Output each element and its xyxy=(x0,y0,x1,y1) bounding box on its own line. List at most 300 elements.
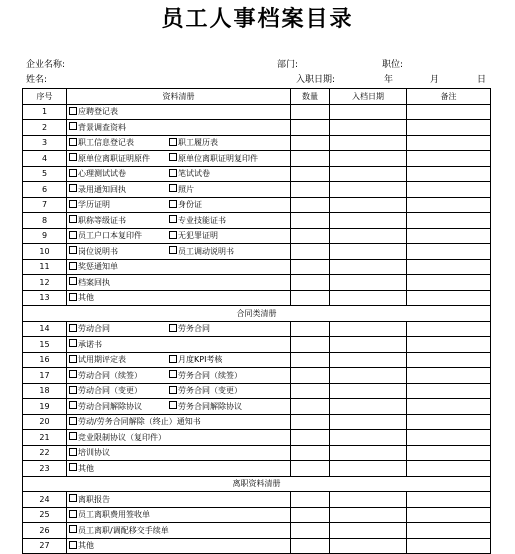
checklist-item-label: 劳务合同（续签） xyxy=(178,370,242,380)
checkbox[interactable] xyxy=(69,324,77,332)
quantity-cell[interactable] xyxy=(291,182,330,198)
materials-cell xyxy=(67,197,291,213)
quantity-cell[interactable] xyxy=(291,290,330,306)
materials-cell xyxy=(67,321,291,337)
table-row xyxy=(23,321,491,337)
checkbox[interactable] xyxy=(169,138,177,146)
row-number: 4 xyxy=(23,151,67,167)
table-row xyxy=(23,492,491,508)
checkbox[interactable] xyxy=(69,355,77,363)
checklist-item xyxy=(69,494,110,505)
remarks-cell[interactable] xyxy=(407,197,491,213)
checkbox[interactable] xyxy=(169,246,177,254)
checklist-item-label: 劳务合同 xyxy=(178,324,210,334)
archive-date-cell[interactable] xyxy=(330,151,407,167)
checklist-item-label: 竞业限制协议（复印件） xyxy=(78,432,166,442)
materials-cell xyxy=(67,414,291,430)
checkbox[interactable] xyxy=(69,370,77,378)
checklist-item-label: 录用通知回执 xyxy=(78,184,126,194)
remarks-cell[interactable] xyxy=(407,430,491,446)
remarks-cell[interactable] xyxy=(407,166,491,182)
materials-cell xyxy=(67,352,291,368)
checkbox[interactable] xyxy=(69,494,77,502)
table-row xyxy=(23,383,491,399)
checkbox[interactable] xyxy=(69,246,77,254)
quantity-cell[interactable] xyxy=(291,352,330,368)
checklist-item xyxy=(69,153,169,164)
checklist-item-label: 其他 xyxy=(78,541,94,551)
checklist-item-label: 其他 xyxy=(78,463,94,473)
materials-cell xyxy=(67,151,291,167)
checklist-item-label: 档案回执 xyxy=(78,277,110,287)
quantity-cell[interactable] xyxy=(291,259,330,275)
table-row xyxy=(23,151,491,167)
materials-cell xyxy=(67,507,291,523)
checklist-item xyxy=(69,463,94,474)
checklist-item-label: 职工履历表 xyxy=(178,138,218,148)
header-archive-date: 入档日期 xyxy=(330,89,407,105)
archive-date-cell[interactable] xyxy=(330,430,407,446)
checklist-item xyxy=(69,540,94,551)
checkbox[interactable] xyxy=(169,184,177,192)
row-number: 18 xyxy=(23,383,67,399)
archive-date-cell[interactable] xyxy=(330,182,407,198)
checkbox[interactable] xyxy=(169,231,177,239)
table-row xyxy=(23,182,491,198)
checklist-item-label: 劳动/劳务合同解除（终止）通知书 xyxy=(78,417,201,427)
remarks-cell[interactable] xyxy=(407,383,491,399)
remarks-cell[interactable] xyxy=(407,352,491,368)
checklist-item-label: 奖惩通知单 xyxy=(78,262,118,272)
checklist-item xyxy=(169,323,210,334)
checklist-item-label: 月度KPI考核 xyxy=(178,355,223,365)
checklist-item xyxy=(69,261,118,272)
checkbox[interactable] xyxy=(169,153,177,161)
year-label: 年 xyxy=(384,75,394,85)
remarks-cell[interactable] xyxy=(407,228,491,244)
remarks-cell[interactable] xyxy=(407,445,491,461)
materials-cell xyxy=(67,461,291,477)
checklist-item xyxy=(69,168,169,179)
checklist-item-label: 劳动合同（续签） xyxy=(78,370,142,380)
checklist-item xyxy=(69,246,169,257)
checkbox[interactable] xyxy=(69,169,77,177)
checkbox[interactable] xyxy=(69,231,77,239)
checklist-item-label: 劳务合同（变更） xyxy=(178,386,242,396)
checklist-item-label: 原单位离职证明复印件 xyxy=(178,153,258,163)
checklist-item xyxy=(69,230,169,241)
row-number: 13 xyxy=(23,290,67,306)
header-remarks: 备注 xyxy=(407,89,491,105)
table-row xyxy=(23,244,491,260)
archive-date-cell[interactable] xyxy=(330,368,407,384)
archive-date-cell[interactable] xyxy=(330,352,407,368)
checklist-item xyxy=(69,432,166,443)
checklist-item-label: 劳务合同解除协议 xyxy=(178,401,242,411)
checklist-item xyxy=(69,509,150,520)
checklist-item xyxy=(169,168,210,179)
table-row xyxy=(23,337,491,353)
remarks-cell[interactable] xyxy=(407,213,491,229)
checkbox[interactable] xyxy=(69,107,77,115)
row-number: 26 xyxy=(23,523,67,539)
checkbox[interactable] xyxy=(69,122,77,130)
table-row xyxy=(23,430,491,446)
table-row xyxy=(23,135,491,151)
materials-cell xyxy=(67,213,291,229)
table-row xyxy=(23,104,491,120)
materials-cell xyxy=(67,523,291,539)
remarks-cell[interactable] xyxy=(407,523,491,539)
checklist-item-label: 身份证 xyxy=(178,200,202,210)
quantity-cell[interactable] xyxy=(291,166,330,182)
archive-date-cell[interactable] xyxy=(330,321,407,337)
checklist-item xyxy=(69,292,94,303)
row-number: 16 xyxy=(23,352,67,368)
table-row xyxy=(23,368,491,384)
checkbox[interactable] xyxy=(69,510,77,518)
quantity-cell[interactable] xyxy=(291,213,330,229)
row-number: 20 xyxy=(23,414,67,430)
archive-date-cell[interactable] xyxy=(330,213,407,229)
quantity-cell[interactable] xyxy=(291,135,330,151)
archive-date-cell[interactable] xyxy=(330,259,407,275)
quantity-cell[interactable] xyxy=(291,228,330,244)
archive-date-cell[interactable] xyxy=(330,135,407,151)
materials-cell xyxy=(67,275,291,291)
remarks-cell[interactable] xyxy=(407,120,491,136)
remarks-cell[interactable] xyxy=(407,290,491,306)
checklist-item xyxy=(169,246,234,257)
quantity-cell[interactable] xyxy=(291,383,330,399)
company-label: 企业名称: xyxy=(26,60,66,70)
checklist-item xyxy=(69,199,169,210)
quantity-cell[interactable] xyxy=(291,538,330,554)
row-number: 1 xyxy=(23,104,67,120)
checkbox[interactable] xyxy=(69,138,77,146)
table-row xyxy=(23,352,491,368)
materials-cell xyxy=(67,259,291,275)
checkbox[interactable] xyxy=(69,417,77,425)
checklist-item-label: 员工离职/调配移交手续单 xyxy=(78,525,169,535)
checklist-item-label: 岗位说明书 xyxy=(78,246,118,256)
checklist-item xyxy=(169,354,222,365)
row-number: 21 xyxy=(23,430,67,446)
checklist-item-label: 专业技能证书 xyxy=(178,215,226,225)
checklist-item xyxy=(69,370,169,381)
checkbox[interactable] xyxy=(169,386,177,394)
checkbox[interactable] xyxy=(169,169,177,177)
name-label: 姓名: xyxy=(26,75,48,85)
remarks-cell[interactable] xyxy=(407,275,491,291)
checklist-item xyxy=(69,447,110,458)
remarks-cell[interactable] xyxy=(407,492,491,508)
checkbox[interactable] xyxy=(69,262,77,270)
checkbox[interactable] xyxy=(69,339,77,347)
quantity-cell[interactable] xyxy=(291,197,330,213)
table-row xyxy=(23,275,491,291)
checklist-item xyxy=(169,370,242,381)
row-number: 23 xyxy=(23,461,67,477)
row-number: 10 xyxy=(23,244,67,260)
row-number: 15 xyxy=(23,337,67,353)
checklist-item xyxy=(69,416,201,427)
entry-date-label: 入职日期: xyxy=(296,75,336,85)
materials-cell xyxy=(67,244,291,260)
checklist-item xyxy=(169,230,218,241)
quantity-cell[interactable] xyxy=(291,399,330,415)
checklist-item-label: 其他 xyxy=(78,293,94,303)
table-row xyxy=(23,399,491,415)
row-number: 8 xyxy=(23,213,67,229)
archive-date-cell[interactable] xyxy=(330,120,407,136)
table-row xyxy=(23,523,491,539)
checklist-item-label: 员工户口本复印件 xyxy=(78,231,142,241)
checkbox[interactable] xyxy=(69,401,77,409)
checkbox[interactable] xyxy=(69,184,77,192)
checklist-item-label: 职称等级证书 xyxy=(78,215,126,225)
materials-cell xyxy=(67,399,291,415)
archive-date-cell[interactable] xyxy=(330,228,407,244)
quantity-cell[interactable] xyxy=(291,430,330,446)
table-row xyxy=(23,228,491,244)
checklist-item xyxy=(169,184,194,195)
checklist-item xyxy=(169,215,226,226)
quantity-cell[interactable] xyxy=(291,523,330,539)
quantity-cell[interactable] xyxy=(291,492,330,508)
archive-date-cell[interactable] xyxy=(330,275,407,291)
checkbox[interactable] xyxy=(69,448,77,456)
checklist-item xyxy=(69,354,169,365)
quantity-cell[interactable] xyxy=(291,507,330,523)
remarks-cell[interactable] xyxy=(407,151,491,167)
row-number: 11 xyxy=(23,259,67,275)
checklist-item-label: 原单位离职证明原件 xyxy=(78,153,150,163)
quantity-cell[interactable] xyxy=(291,337,330,353)
archive-date-cell[interactable] xyxy=(330,290,407,306)
row-number: 24 xyxy=(23,492,67,508)
checklist-item-label: 员工调动说明书 xyxy=(178,246,234,256)
checklist-item xyxy=(69,401,169,412)
section-row xyxy=(23,306,491,322)
checklist-item xyxy=(169,199,202,210)
row-number: 2 xyxy=(23,120,67,136)
row-number: 27 xyxy=(23,538,67,554)
checklist-item-label: 员工离职费用签收单 xyxy=(78,510,150,520)
checklist-item-label: 劳动合同 xyxy=(78,324,110,334)
quantity-cell[interactable] xyxy=(291,321,330,337)
row-number: 5 xyxy=(23,166,67,182)
archive-date-cell[interactable] xyxy=(330,445,407,461)
checklist-item xyxy=(69,277,110,288)
checkbox[interactable] xyxy=(169,200,177,208)
checkbox[interactable] xyxy=(169,370,177,378)
quantity-cell[interactable] xyxy=(291,445,330,461)
month-label: 月 xyxy=(430,75,440,85)
row-number: 14 xyxy=(23,321,67,337)
checklist-item-label: 试用期评定表 xyxy=(78,355,126,365)
archive-date-cell[interactable] xyxy=(330,337,407,353)
checklist-item xyxy=(169,137,218,148)
table-row xyxy=(23,120,491,136)
remarks-cell[interactable] xyxy=(407,337,491,353)
checklist-item xyxy=(69,122,126,133)
quantity-cell[interactable] xyxy=(291,120,330,136)
table-body xyxy=(23,104,491,554)
checklist-item xyxy=(69,184,169,195)
checklist-item xyxy=(69,106,118,117)
quantity-cell[interactable] xyxy=(291,414,330,430)
archive-date-cell[interactable] xyxy=(330,166,407,182)
checklist-item xyxy=(69,525,169,536)
checkbox[interactable] xyxy=(169,401,177,409)
remarks-cell[interactable] xyxy=(407,538,491,554)
table-row xyxy=(23,213,491,229)
table-row xyxy=(23,166,491,182)
archive-date-cell[interactable] xyxy=(330,399,407,415)
checkbox[interactable] xyxy=(69,386,77,394)
position-label: 职位: xyxy=(382,60,404,70)
remarks-cell[interactable] xyxy=(407,461,491,477)
archive-date-cell[interactable] xyxy=(330,461,407,477)
row-number: 3 xyxy=(23,135,67,151)
checkbox[interactable] xyxy=(169,215,177,223)
archive-date-cell[interactable] xyxy=(330,383,407,399)
checklist-item xyxy=(169,385,242,396)
row-number: 9 xyxy=(23,228,67,244)
checklist-item xyxy=(69,215,169,226)
row-number: 7 xyxy=(23,197,67,213)
section-row xyxy=(23,476,491,492)
archive-date-cell[interactable] xyxy=(330,414,407,430)
remarks-cell[interactable] xyxy=(407,244,491,260)
checklist-item-label: 培训协议 xyxy=(78,448,110,458)
checkbox[interactable] xyxy=(69,215,77,223)
checklist-item-label: 照片 xyxy=(178,184,194,194)
checklist-item-label: 背景调查资料 xyxy=(78,122,126,132)
archive-date-cell[interactable] xyxy=(330,104,407,120)
checkbox[interactable] xyxy=(69,277,77,285)
materials-cell xyxy=(67,104,291,120)
materials-cell xyxy=(67,538,291,554)
quantity-cell[interactable] xyxy=(291,151,330,167)
remarks-cell[interactable] xyxy=(407,368,491,384)
header-no: 序号 xyxy=(23,89,67,105)
checklist-item xyxy=(69,339,102,350)
materials-cell xyxy=(67,445,291,461)
materials-cell xyxy=(67,182,291,198)
checklist-item xyxy=(69,385,169,396)
checklist-item xyxy=(69,323,169,334)
checklist-item-label: 劳动合同解除协议 xyxy=(78,401,142,411)
checkbox[interactable] xyxy=(169,324,177,332)
checklist-item xyxy=(169,401,242,412)
section-title: 离职资料清册 xyxy=(23,476,491,492)
materials-cell xyxy=(67,135,291,151)
checklist-item xyxy=(69,137,169,148)
section-title: 合同类清册 xyxy=(23,306,491,322)
archive-date-cell[interactable] xyxy=(330,538,407,554)
header-materials: 资料清册 xyxy=(67,89,291,105)
remarks-cell[interactable] xyxy=(407,321,491,337)
remarks-cell[interactable] xyxy=(407,399,491,415)
quantity-cell[interactable] xyxy=(291,275,330,291)
materials-cell xyxy=(67,290,291,306)
page-title: 员工人事档案目录 xyxy=(161,6,354,32)
checkbox[interactable] xyxy=(69,463,77,471)
table-row xyxy=(23,445,491,461)
checkbox[interactable] xyxy=(169,355,177,363)
remarks-cell[interactable] xyxy=(407,414,491,430)
table-row xyxy=(23,197,491,213)
materials-cell xyxy=(67,383,291,399)
table-header-row xyxy=(23,89,491,105)
materials-cell xyxy=(67,430,291,446)
table-row xyxy=(23,414,491,430)
remarks-cell[interactable] xyxy=(407,507,491,523)
archive-date-cell[interactable] xyxy=(330,244,407,260)
checklist-item-label: 笔试试卷 xyxy=(178,169,210,179)
materials-cell xyxy=(67,120,291,136)
archive-date-cell[interactable] xyxy=(330,507,407,523)
department-label: 部门: xyxy=(277,60,299,70)
row-number: 19 xyxy=(23,399,67,415)
checkbox[interactable] xyxy=(69,293,77,301)
archive-date-cell[interactable] xyxy=(330,492,407,508)
checklist-item xyxy=(169,153,258,164)
materials-cell xyxy=(67,368,291,384)
checklist-item-label: 离职报告 xyxy=(78,494,110,504)
checkbox[interactable] xyxy=(69,200,77,208)
archive-date-cell[interactable] xyxy=(330,197,407,213)
materials-cell xyxy=(67,492,291,508)
checklist-item-label: 劳动合同（变更） xyxy=(78,386,142,396)
row-number: 22 xyxy=(23,445,67,461)
checkbox[interactable] xyxy=(69,432,77,440)
table-row xyxy=(23,507,491,523)
checkbox[interactable] xyxy=(69,525,77,533)
materials-cell xyxy=(67,228,291,244)
remarks-cell[interactable] xyxy=(407,259,491,275)
remarks-cell[interactable] xyxy=(407,182,491,198)
checkbox[interactable] xyxy=(69,153,77,161)
row-number: 12 xyxy=(23,275,67,291)
row-number: 6 xyxy=(23,182,67,198)
quantity-cell[interactable] xyxy=(291,368,330,384)
row-number: 25 xyxy=(23,507,67,523)
checklist-item-label: 职工信息登记表 xyxy=(78,138,134,148)
materials-cell xyxy=(67,337,291,353)
materials-cell xyxy=(67,166,291,182)
quantity-cell[interactable] xyxy=(291,461,330,477)
checklist-item-label: 承诺书 xyxy=(78,339,102,349)
quantity-cell[interactable] xyxy=(291,244,330,260)
checklist-item-label: 无犯罪证明 xyxy=(178,231,218,241)
archive-date-cell[interactable] xyxy=(330,523,407,539)
table-row xyxy=(23,290,491,306)
table-row xyxy=(23,538,491,554)
checklist-item-label: 心理测试试卷 xyxy=(78,169,126,179)
remarks-cell[interactable] xyxy=(407,104,491,120)
quantity-cell[interactable] xyxy=(291,104,330,120)
checklist-item-label: 应聘登记表 xyxy=(78,107,118,117)
archive-table xyxy=(22,88,491,554)
remarks-cell[interactable] xyxy=(407,135,491,151)
table-row xyxy=(23,259,491,275)
day-label: 日 xyxy=(477,75,487,85)
header-quantity: 数量 xyxy=(291,89,330,105)
row-number: 17 xyxy=(23,368,67,384)
